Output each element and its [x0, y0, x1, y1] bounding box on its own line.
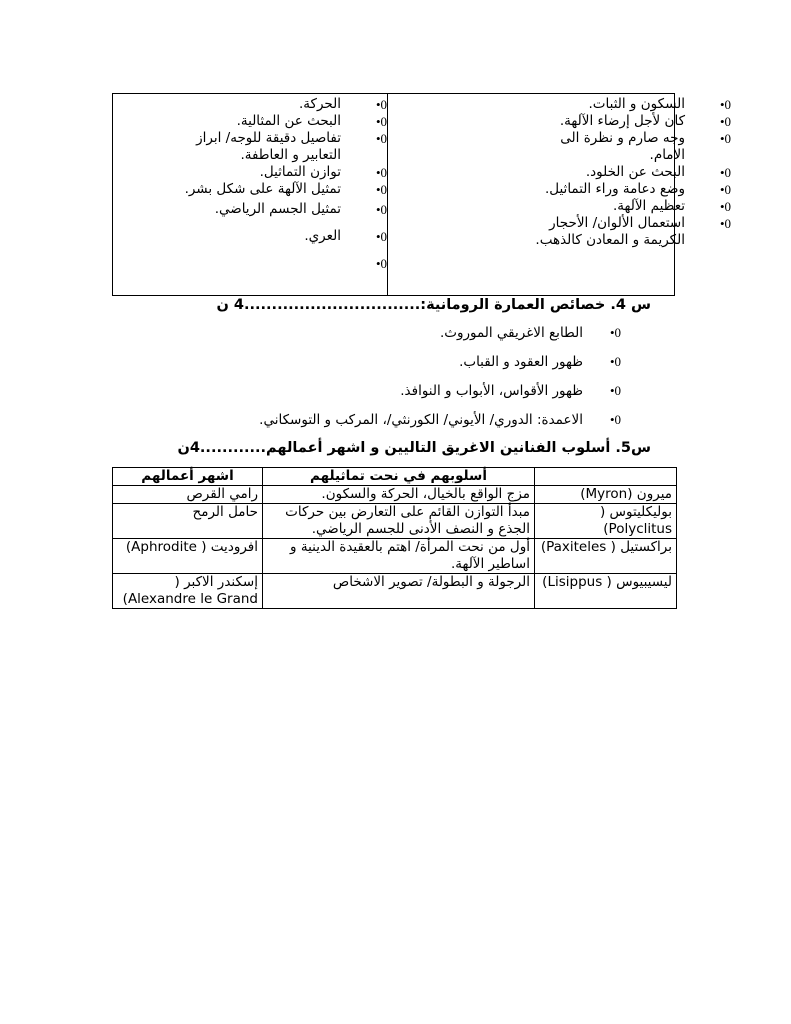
list-item: 0• استعمال الألوان/ الأحجار الكريمة و المعادن كالذهب.	[535, 215, 731, 248]
list-item: 0• البحث عن المثالية.	[236, 113, 387, 129]
list-item: 0• تفاصيل دقيقة للوجه/ ابراز التعابير و العاطفة.	[196, 130, 387, 163]
left-column: 0• الحركة. 0• البحث عن المثالية. 0• تفاصيل دقيقة للوجه/ ابراز التعابير و العاطفة. 0• توازن التماثيل. 0• تمثيل الآلهة على شكل بشر. 0• تمثيل الجسم الرياضي. 0• العري. 0•	[57, 96, 387, 255]
question-4-title: س 4. خصائص العمارة الرومانية:................................4 ن	[216, 297, 651, 313]
artist-cell: براكستيل ( Paxiteles)	[535, 539, 677, 574]
list-item: 0• الطابع الاغريقي الموروث.	[439, 325, 621, 341]
works-cell: إسكندر الاكبر ( Alexandre le Grand)	[113, 574, 263, 609]
style-cell: الرجولة و البطولة/ تصوير الاشخاص	[263, 574, 535, 609]
list-item: 0• توازن التماثيل.	[259, 164, 387, 180]
style-cell: أول من نحت المرأة/ اهتم بالعقيدة الدينية و اساطير الآلهة.	[263, 539, 535, 574]
list-item: 0• ظهور العقود و القباب.	[459, 354, 621, 370]
comparison-table	[112, 93, 731, 296]
table-row	[113, 486, 677, 504]
header-style: أسلوبهم في نحت تماثيلهم	[263, 468, 535, 486]
style-cell: مزج الواقع بالخيال، الحركة والسكون.	[263, 486, 535, 504]
right-column	[401, 96, 731, 249]
header-works: اشهر أعمالهم	[113, 468, 263, 486]
table-row	[113, 504, 677, 539]
artist-cell: بوليكليتوس ( Polyclitus)	[535, 504, 677, 539]
list-item: 0• وضع دعامة وراء التماثيل.	[544, 181, 731, 197]
table-row	[113, 539, 677, 574]
list-item: 0• الاعمدة: الدوري/ الأيوني/ الكورنثي/، المركب و التوسكاني.	[259, 412, 621, 428]
style-cell: مبدأ التوازن القائم على التعارض بين حركات الجذع و النصف الأدنى للجسم الرياضي.	[263, 504, 535, 539]
works-cell: رامي القرص	[113, 486, 263, 504]
list-item: 0• ظهور الأقواس، الأبواب و النوافذ.	[400, 383, 621, 399]
question-5-title: س5. أسلوب الفنانين الاغريق التاليين و اشهر أعمالهم............4ن	[177, 440, 651, 456]
list-item: 0• تعظيم الآلهة.	[612, 198, 731, 214]
list-item: 0• البحث عن الخلود.	[585, 164, 731, 180]
artist-cell: ليسيبيوس ( Lisippus)	[535, 574, 677, 609]
list-item: 0• تمثيل الآلهة على شكل بشر.	[184, 181, 387, 197]
list-item: 0• السكون و الثبات.	[588, 96, 731, 112]
list-item: 0• كان لأجل إرضاء الآلهة.	[559, 113, 731, 129]
list-item: 0• تمثيل الجسم الرياضي.	[214, 201, 387, 217]
header-artist	[535, 468, 677, 486]
table-header-row	[113, 468, 677, 486]
works-cell: حامل الرمح	[113, 504, 263, 539]
list-item: 0• العري.	[304, 228, 387, 244]
table-row	[113, 574, 677, 609]
column-divider	[387, 94, 388, 295]
question-4-list	[259, 325, 621, 441]
works-cell: افروديت ( Aphrodite)	[113, 539, 263, 574]
artist-cell: ميرون (Myron)	[535, 486, 677, 504]
list-item: 0• وجه صارم و نظرة الى الامام.	[560, 130, 731, 163]
artists-table	[112, 467, 677, 609]
list-item: 0• الحركة.	[299, 96, 387, 112]
